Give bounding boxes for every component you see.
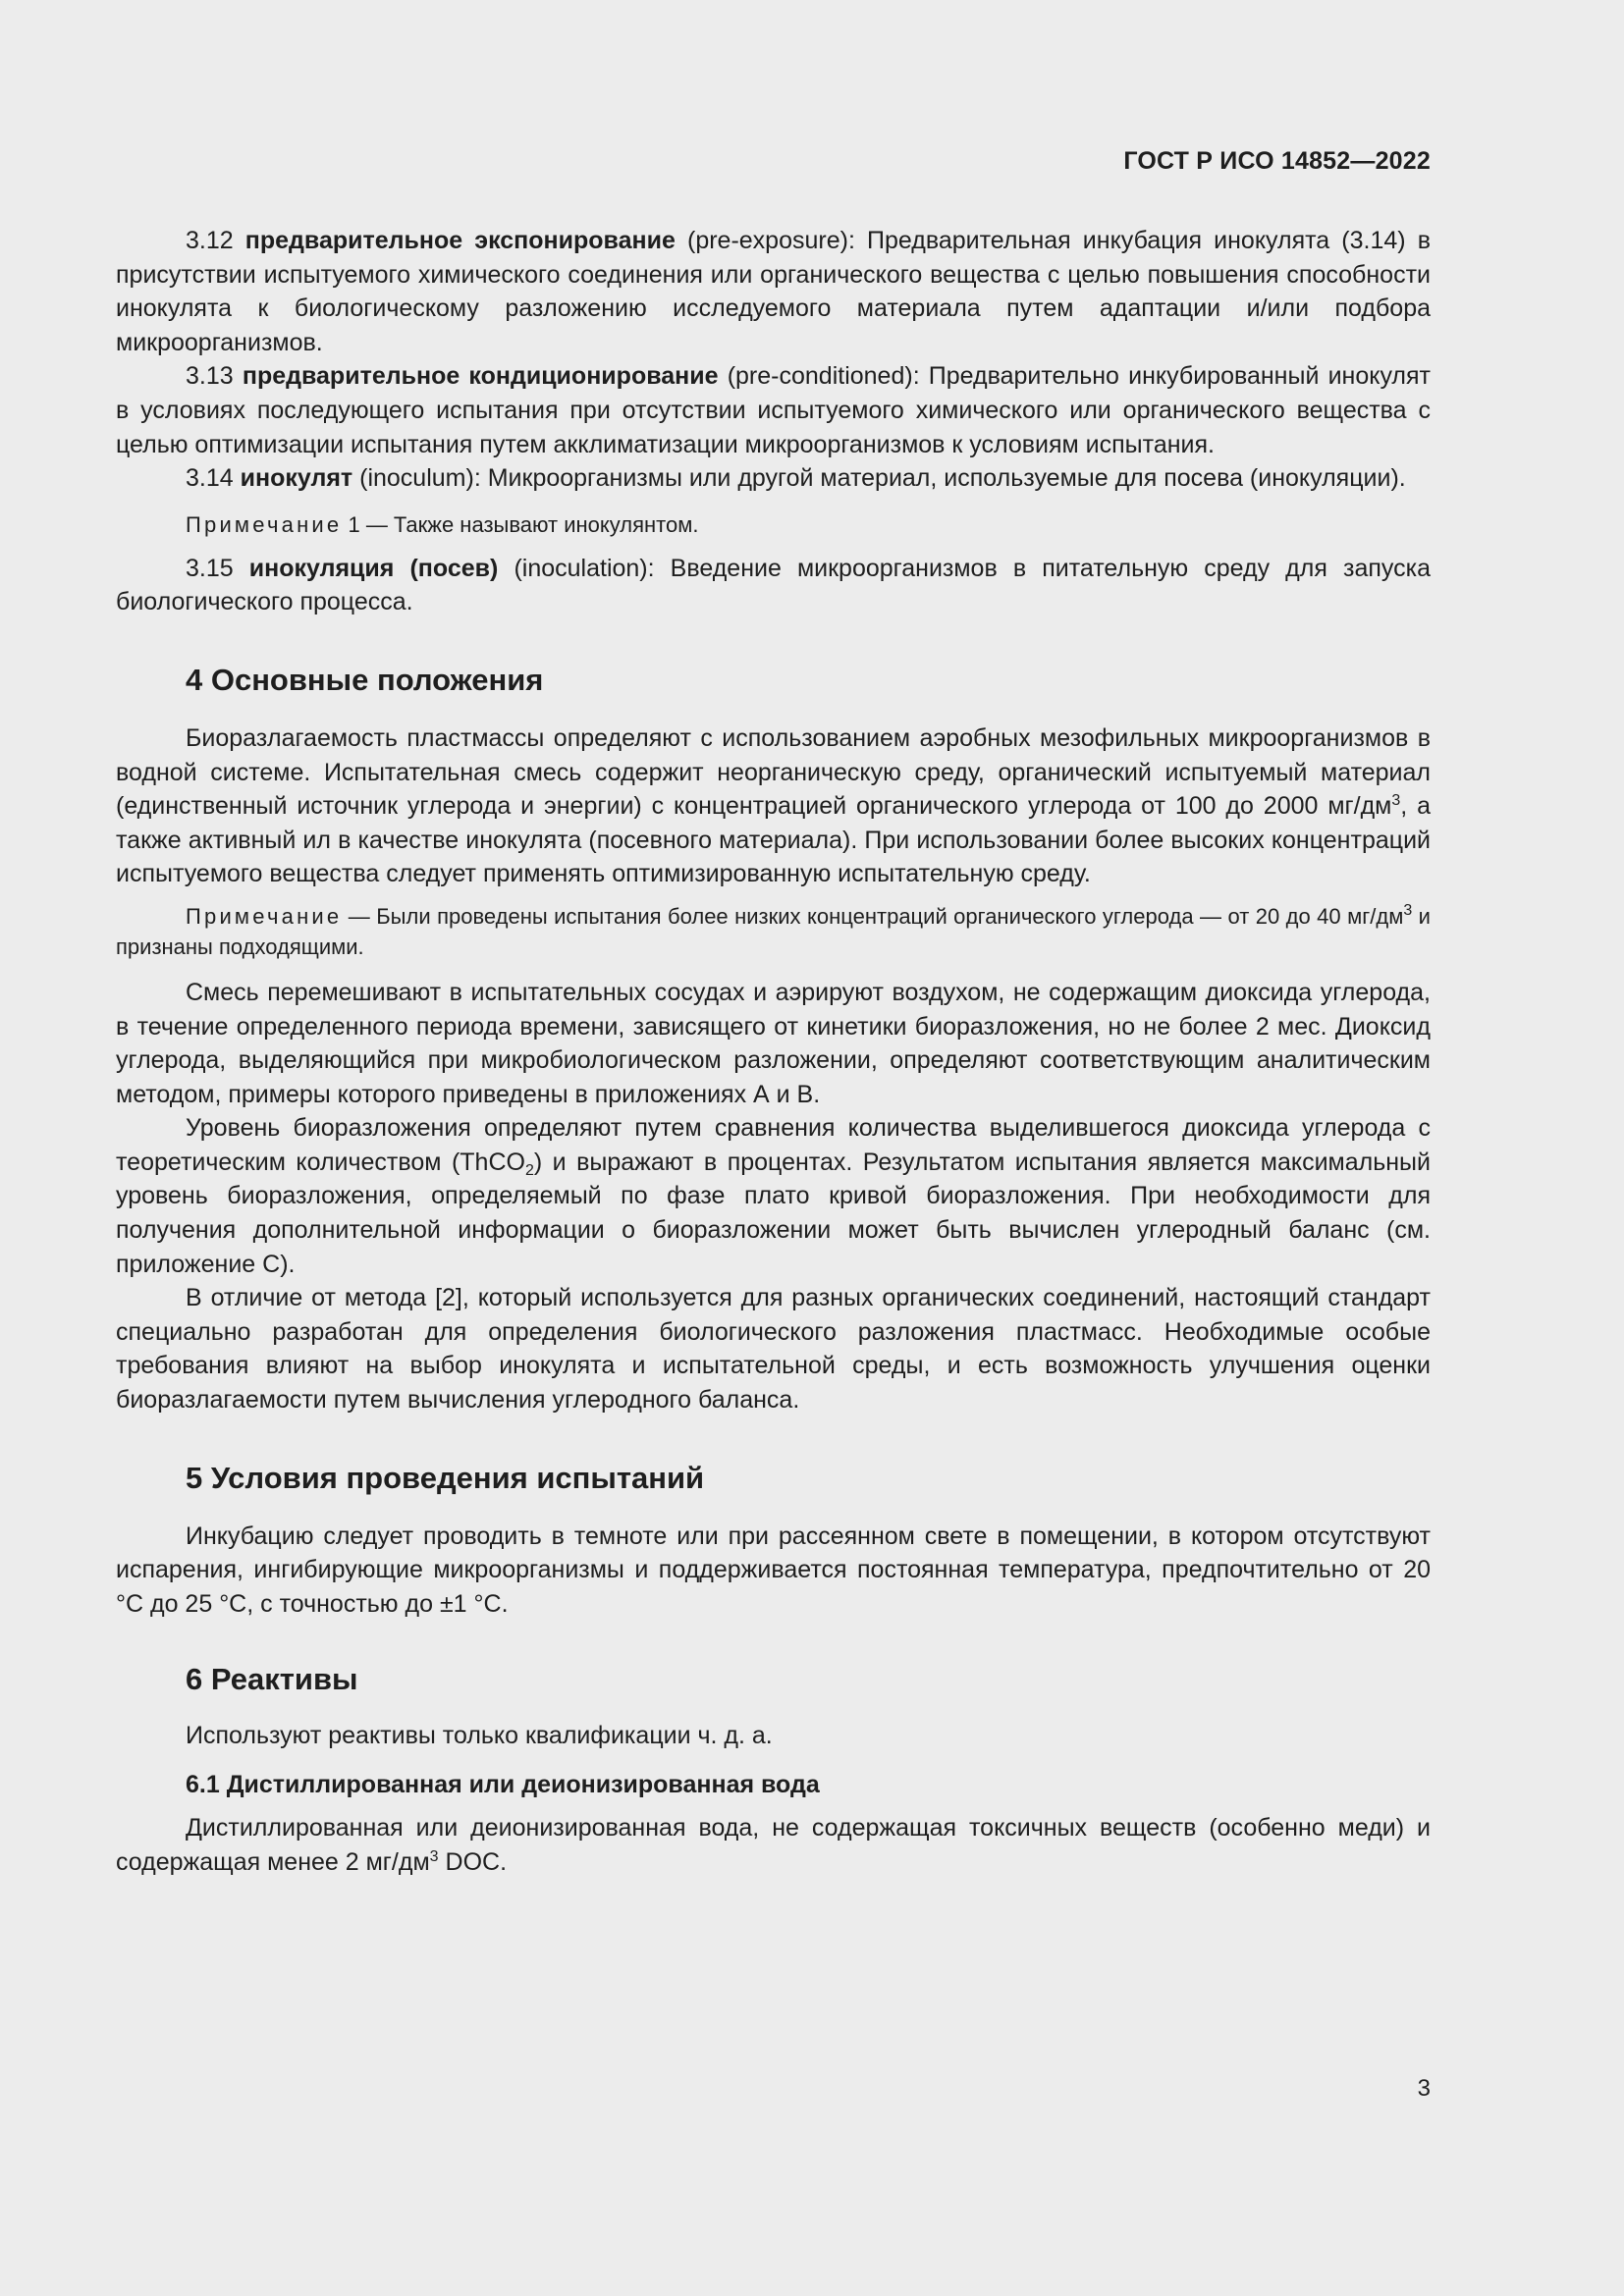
term-title: инокуляция (посев) (248, 554, 499, 582)
term-3-12 (116, 224, 1431, 359)
section-4-paragraph-3: Уровень биоразложения определяют путем сравнения количества выделившегося диоксида углерода с теоретическим количеством (ThCO$_2$) и выражают в процентах. Результатом испытания является максимальный уровень биоразложения, определяемый по фазе плато кривой биоразложения. При необходимости для получения дополнительной информации о биоразложении может быть вычислен углеродный баланс (см. приложение С). (116, 1114, 1431, 1278)
term-definition: (pre-conditioned): Предварительно инкубированный инокулят в условиях последующего испытания при отсутствии испытуемого химического или органического вещества с целью оптимизации испытания путем акклиматизации микроорганизмов к условиям испытания. (116, 362, 1431, 458)
page-number: 3 (1417, 2075, 1431, 2102)
subsection-6-1-paragraph: Дистиллированная или деионизированная вода, не содержащая токсичных веществ (особенно меди) и содержащая менее 2 $мг/дм^3$ DOC. (116, 1814, 1431, 1876)
term-number: 3.13 (186, 362, 234, 391)
section-4-heading: 4 Основные положения (186, 662, 544, 697)
section-6-paragraph-1: Используют реактивы только квалификации ч. д. а. (186, 1722, 773, 1750)
term-definition: (inoculation): Введение микроорганизмов в питательную среду для запуска биологического процесса. (116, 554, 1431, 616)
term-number: 3.14 (186, 464, 234, 493)
section-5-paragraph-1: Инкубацию следует проводить в темноте или при рассеянном свете в помещении, в котором отсутствуют испарения, ингибирующие микроорганизмы и поддерживается постоянная температура, предпочтительно от 20 °С до 25 °С, с точностью до ±1 °С. (116, 1522, 1431, 1618)
note-label: Примечание (186, 903, 343, 929)
document-body (116, 224, 1431, 1879)
note-text: 1 — Также называют инокулянтом. (348, 511, 699, 537)
term-title: предварительное экспонирование (244, 227, 676, 254)
section-5-heading: 5 Условия проведения испытаний (186, 1460, 705, 1495)
section-4-paragraph-2: Смесь перемешивают в испытательных сосудах и аэрируют воздухом, не содержащим диоксида углерода, в течение определенного периода времени, зависящего от кинетики биоразложения, но не более 2 мес. Диоксид углерода, выделяющийся при микробиологическом разложении, определяют соответствующим аналитическим методом, примеры которого приведены в приложениях А и В. (116, 978, 1431, 1108)
note-3-14 (116, 509, 1431, 540)
term-title: инокулят (240, 464, 353, 493)
section-4-paragraph-4: В отличие от метода [2], который используется для разных органических соединений, настоящий стандарт специально разработан для определения биологического разложения пластмасс. Необходимые особые требования влияют на выбор инокулята и испытательной среды, и есть возможность улучшения оценки биоразлагаемости путем вычисления углеродного баланса. (116, 1284, 1431, 1415)
term-3-14 (116, 461, 1431, 496)
note-label: Примечание (186, 511, 343, 537)
term-title: предварительное кондиционирование (242, 362, 719, 391)
term-definition: (inoculum): Микроорганизмы или другой материал, используемые для посева (инокуляции). (359, 464, 1406, 493)
term-number: 3.12 (186, 227, 234, 254)
term-number: 3.15 (186, 554, 234, 582)
term-3-13 (116, 359, 1431, 461)
section-6-heading: 6 Реактивы (186, 1662, 358, 1697)
section-4-paragraph-1: Биоразлагаемость пластмассы определяют с использованием аэробных мезофильных микроорганизмов в водной системе. Испытательная смесь содержит неорганическую среду, органический испытуемый материал (единственный источник углерода и энергии) с концентрацией органического углерода от 100 до 2000 $мг/дм^3$, а также активный ил в качестве инокулята (посевного материала). При использовании более высоких концентраций испытуемого вещества следует применять оптимизированную испытательную среду. (116, 723, 1431, 888)
term-definition: (pre-exposure): Предварительная инкубация инокулята (3.14) в присутствии испытуемого химического соединения или органического вещества с целью повышения способности инокулята к биологическому разложению исследуемого материала путем адаптации и/или подбора микроорганизмов. (116, 227, 1431, 356)
document-header: ГОСТ Р ИСО 14852—2022 (1123, 147, 1431, 175)
subsection-6-1-heading: 6.1 Дистиллированная или деионизированная вода (186, 1771, 820, 1798)
section-4-note: Примечание — Были проведены испытания более низких концентраций органического углерода — от 20 до 40 $мг/дм^3$ и признаны подходящими. (116, 901, 1431, 959)
term-3-15 (116, 552, 1431, 619)
